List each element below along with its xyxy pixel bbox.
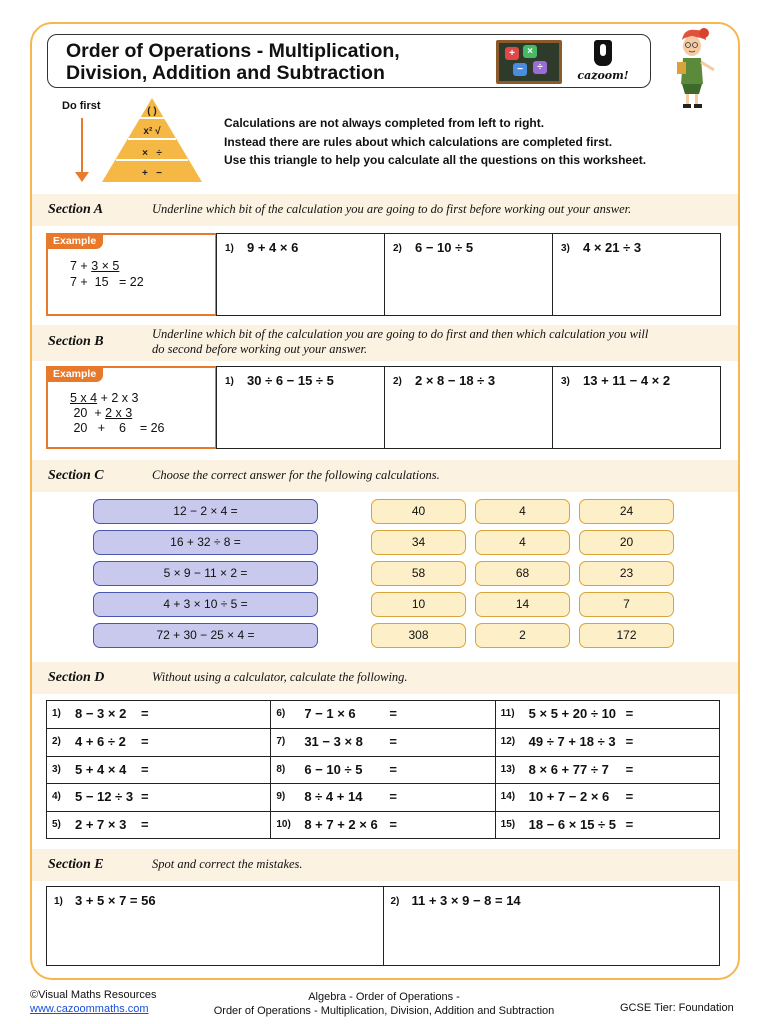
question-cell[interactable]	[384, 367, 552, 448]
calculation-pill: 5 × 9 − 11 × 2 =	[93, 561, 318, 586]
question-number: 1)	[54, 896, 63, 907]
section-d-title: Section D	[48, 670, 105, 685]
logo-text: cazoom!	[577, 69, 629, 82]
intro-line: Instead there are rules about which calculations are completed first.	[224, 134, 613, 149]
table-row	[47, 756, 719, 783]
question-number: 1)	[225, 376, 234, 387]
section-e-instruction: Spot and correct the mistakes.	[152, 857, 303, 871]
question-cell[interactable]	[383, 887, 720, 965]
section-b-questions	[216, 366, 721, 449]
calculation-pill: 72 + 30 − 25 × 4 =	[93, 623, 318, 648]
section-a-title: Section A	[48, 202, 104, 217]
underlined-part: 5 x 4	[70, 391, 98, 405]
pyramid-level-brackets: ( )	[147, 106, 157, 117]
question-number: 3)	[561, 243, 570, 254]
question-number: 2)	[390, 896, 400, 907]
question-cell[interactable]	[217, 367, 384, 448]
example-line: 5 x 4 + 2 x 3	[70, 391, 139, 405]
instruction-line: do second before working out your answer.	[152, 342, 368, 356]
pyramid-level-indices: x² √	[143, 126, 161, 137]
answer-option[interactable]: 10	[371, 592, 466, 617]
table-row	[47, 783, 719, 810]
example-tag: Example	[46, 366, 103, 382]
answer-option[interactable]: 308	[371, 623, 466, 648]
title-line-2: Division, Addition and Subtraction	[66, 62, 385, 84]
question-cell[interactable]: 2) 4 + 6 ÷ 2 =	[52, 734, 149, 750]
example-line: 20 + 6 = 26	[70, 421, 165, 435]
section-b-example	[46, 366, 217, 449]
answer-option[interactable]: 68	[475, 561, 570, 586]
question-text: 6 − 10 ÷ 5	[415, 240, 474, 255]
answer-option[interactable]: 58	[371, 561, 466, 586]
minus-tile: −	[513, 63, 527, 76]
calculation-pill: 16 + 32 ÷ 8 =	[93, 530, 318, 555]
section-c-instruction: Choose the correct answer for the following calculations.	[152, 468, 440, 482]
question-cell[interactable]: 3) 5 + 4 × 4 =	[52, 761, 149, 777]
footer-center	[196, 990, 572, 1018]
cazoom-logo	[572, 40, 634, 86]
pyramid-level-add-subtract: + −	[141, 168, 162, 179]
section-e-title: Section E	[48, 857, 104, 872]
question-cell[interactable]	[217, 234, 384, 315]
question-number: 2)	[393, 243, 402, 254]
example-tag: Example	[46, 233, 103, 249]
section-a-instruction: Underline which bit of the calculation you are going to do first before working out your answer.	[152, 202, 632, 216]
calculation-pill: 12 − 2 × 4 =	[93, 499, 318, 524]
question-cell[interactable]: 4) 5 − 12 ÷ 3 =	[52, 789, 149, 805]
question-text: 30 ÷ 6 − 15 ÷ 5	[247, 373, 334, 388]
maths-board-icon	[496, 40, 562, 84]
question-text: 9 + 4 × 6	[247, 240, 299, 255]
example-line: 7 + 3 × 5	[70, 259, 120, 273]
table-row	[47, 701, 719, 728]
answer-option[interactable]: 14	[475, 592, 570, 617]
question-text: 11 + 3 × 9 − 8 = 14	[411, 893, 521, 908]
intro-line: Use this triangle to help you calculate all the questions on this worksheet.	[224, 153, 647, 167]
question-number: 2)	[393, 376, 402, 387]
pyramid-level-multiply-divide: × ÷	[142, 148, 162, 159]
intro-line: Calculations are not always completed from left to right.	[224, 116, 545, 130]
table-row	[47, 728, 719, 755]
question-cell[interactable]: 11) 5 × 5 + 20 ÷ 10 =	[495, 701, 719, 728]
do-first-label: Do first	[62, 100, 101, 112]
question-cell[interactable]	[384, 234, 552, 315]
answer-option[interactable]: 2	[475, 623, 570, 648]
section-c-title: Section C	[48, 468, 104, 483]
worksheet-title	[66, 40, 400, 84]
topic-line: Order of Operations - Multiplication, Division, Addition and Subtraction	[213, 1005, 555, 1017]
underlined-part: 2 x 3	[105, 406, 133, 420]
question-number: 1)	[225, 243, 234, 254]
footer-left	[30, 988, 157, 1016]
times-tile: ×	[523, 45, 537, 58]
question-cell[interactable]: 6) 7 − 1 × 6 =	[270, 701, 494, 728]
question-number: 3)	[561, 376, 570, 387]
question-text: 3 + 5 × 7 = 56	[75, 893, 156, 908]
question-cell[interactable]: 1) 8 − 3 × 2 =	[52, 706, 149, 721]
underlined-part: 3 × 5	[91, 259, 120, 273]
example-line: 20 + 2 x 3	[70, 406, 133, 420]
teacher-character-icon	[668, 26, 718, 110]
arrow-head-icon	[75, 172, 89, 182]
answer-option[interactable]: 20	[579, 530, 674, 555]
section-d-grid	[46, 700, 720, 839]
question-cell[interactable]: 15) 18 − 6 × 15 ÷ 5 =	[495, 812, 719, 838]
question-cell[interactable]: 10) 8 + 7 + 2 × 6 =	[270, 812, 494, 838]
arrow-down-icon	[81, 118, 83, 176]
instruction-line: Underline which bit of the calculation you are going to do first and then which calculation you will	[152, 327, 649, 341]
section-b-instruction	[152, 327, 648, 357]
tier-label: GCSE Tier: Foundation	[620, 1002, 734, 1014]
answer-option[interactable]: 24	[579, 499, 674, 524]
question-text: 2 × 8 − 18 ÷ 3	[415, 373, 496, 388]
question-cell[interactable]	[47, 887, 383, 965]
calculation-pill: 4 + 3 × 10 ÷ 5 =	[93, 592, 318, 617]
answer-option[interactable]: 172	[579, 623, 674, 648]
question-cell[interactable]: 5) 2 + 7 × 3 =	[52, 816, 149, 832]
question-cell[interactable]	[552, 367, 720, 448]
question-cell[interactable]: 8) 6 − 10 ÷ 5 =	[270, 757, 494, 783]
answer-option[interactable]: 7	[579, 592, 674, 617]
question-cell[interactable]: 13) 8 × 6 + 77 ÷ 7 =	[495, 757, 719, 783]
section-e-grid	[46, 886, 720, 966]
section-d-instruction: Without using a calculator, calculate the following.	[152, 670, 408, 684]
answer-option[interactable]: 4	[475, 499, 570, 524]
answer-option[interactable]: 40	[371, 499, 466, 524]
question-cell[interactable]: 14) 10 + 7 − 2 × 6 =	[495, 784, 719, 810]
section-b-title: Section B	[48, 334, 104, 349]
answer-option[interactable]: 34	[371, 530, 466, 555]
answer-option[interactable]: 4	[475, 530, 570, 555]
website-link[interactable]: www.cazoommaths.com	[30, 1003, 149, 1015]
question-text: 13 + 11 − 4 × 2	[583, 373, 671, 388]
copyright-text: ©Visual Maths Resources	[30, 989, 157, 1001]
table-row	[47, 811, 719, 838]
logo-icon	[594, 40, 612, 66]
divide-tile: ÷	[533, 61, 547, 74]
section-a-questions	[216, 233, 721, 316]
question-cell[interactable]: 9) 8 ÷ 4 + 14 =	[270, 784, 494, 810]
question-cell[interactable]: 7) 31 − 3 × 8 =	[270, 729, 494, 755]
intro-text	[224, 114, 646, 170]
answer-option[interactable]: 23	[579, 561, 674, 586]
topic-line: Algebra - Order of Operations -	[308, 991, 460, 1003]
question-cell[interactable]: 12) 49 ÷ 7 + 18 ÷ 3 =	[495, 729, 719, 755]
section-a-example	[46, 233, 217, 316]
question-text: 4 × 21 ÷ 3	[583, 240, 642, 255]
plus-tile: +	[505, 47, 519, 60]
section-e-band	[32, 849, 738, 881]
example-line: 7 + 15 = 22	[70, 275, 144, 289]
question-cell[interactable]	[552, 234, 720, 315]
title-line-1: Order of Operations - Multiplication,	[66, 40, 400, 62]
